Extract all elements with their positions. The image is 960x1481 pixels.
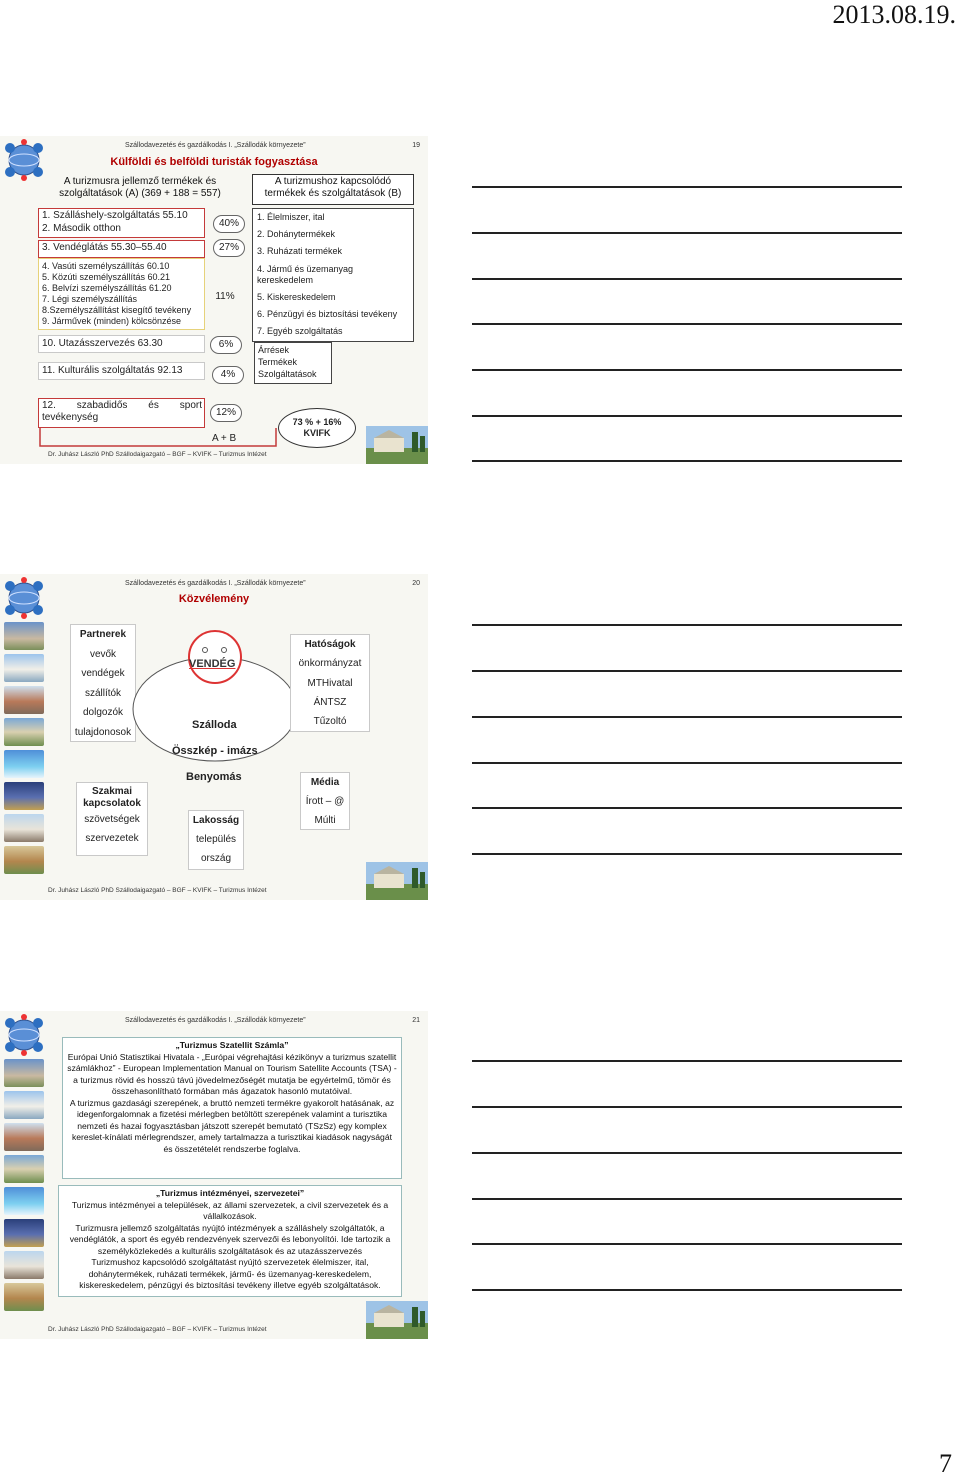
tsa-text-2: A turizmus gazdasági szerepének, a bruttó nemzeti termékre gyakorolt hatásának, az idegenforgalomnak a fizetési mérlegben betöltött szerepének valamint a turisztika nemzeti és hazai fogyasztásban játszott szerepét bemutató (TSzSz) egy komplex kereslet-kínálati mérlegrendszer, amely tartalmazza a turisztikai kiadások nagyságát és összetételét rendszerbe foglalva. (69, 1097, 395, 1154)
print-date: 2013.08.19. (832, 0, 956, 29)
connector-lines (0, 136, 428, 464)
photo-strip-5 (4, 1187, 44, 1215)
pct-40: 40% (213, 215, 245, 233)
item-1: 1. Szálláshely-szolgáltatás 55.10 (42, 210, 188, 221)
institutions-text-2: Turizmusra jellemző szolgáltatás nyújtó intézmények a szálláshely szolgáltatók, a vendéglátók, a sport és egyéb rendezvények szervezői és lebonyolítói. Ide tartozik a személyközlekedés a kulturális szolgáltatások és az utazásszervezés (69, 1222, 391, 1256)
pct-12: 12% (210, 404, 242, 422)
item-4: 4. Vasúti személyszállítás 60.10 (42, 261, 170, 271)
item-12: 12. szabadidős és sport tevékenység (42, 400, 202, 423)
kvifk-ellipse: 73 % + 16% KVIFK (278, 408, 356, 448)
slide-footer: Dr. Juhász László PhD Szállodaigazgató – BGF – KVIFK – Turizmus Intézet (48, 887, 267, 894)
item-7: 7. Légi személyszállítás (42, 294, 138, 304)
tsa-title: „Turizmus Szatellit Számla” (175, 1040, 289, 1050)
pct-27: 27% (213, 239, 245, 257)
slide-21 (0, 1011, 428, 1339)
slide-title: Külföldi és belföldi turisták fogyasztása (110, 156, 318, 168)
slide-header: Szállodavezetés és gazdálkodás I. „Szállodák környezete” (125, 142, 306, 149)
slide-header: Szállodavezetés és gazdálkodás I. „Szállodák környezete” (125, 580, 306, 587)
services-label: Szolgáltatások (258, 369, 317, 379)
institutions-box (58, 1185, 402, 1297)
globe-logo-icon (2, 1013, 46, 1057)
partners-box: Partnerek vevők vendégek szállítók dolgozók tulajdonosok (70, 624, 136, 742)
right-item-3: 3. Ruházati termékek (257, 246, 343, 256)
item-8: 8.Személyszállítást kisegítő tevékeny (42, 305, 192, 315)
photo-strip-1 (4, 1059, 44, 1087)
institutions-text: Turizmus intézményei a települések, az állami szervezetek, a civil szervezetek és a vállalkozások. (71, 1199, 389, 1221)
slide-footer: Dr. Juhász László PhD Szállodaigazgató – BGF – KVIFK – Turizmus Intézet (48, 1326, 267, 1333)
pct-6: 6% (210, 336, 242, 354)
photo-strip-8 (4, 1283, 44, 1311)
institutions-text-3: Turizmushoz kapcsolódó szolgáltatást nyújtó szervezetek élelmiszer, ital, dohánytermékek, ruházati termékek, jármű- és üzemanyag-kereskedelem, kiskereskedelem, pénzügyi és biztosítási tevékeny illetve egyéb szolgáltatások. (79, 1257, 381, 1290)
photo-strip-7 (4, 1251, 44, 1279)
item-10: 10. Utazásszervezés 63.30 (42, 338, 163, 349)
right-item-6: 6. Pénzügyi és biztosítási tevékeny (257, 309, 398, 319)
slide-number: 21 (412, 1017, 420, 1024)
margins-label: Árrések (258, 345, 290, 355)
institutions-title: „Turizmus intézményei, szervezetei” (155, 1188, 305, 1198)
hotel-label: Szálloda (192, 719, 237, 731)
item-6: 6. Belvízi személyszállítás 61.20 (42, 283, 172, 293)
right-item-2: 2. Dohánytermékek (257, 229, 336, 239)
guest-label: VENDÉG (189, 658, 236, 670)
slide-title: Közvélemény (178, 593, 250, 605)
right-item-4: 4. Jármű és üzemanyag kereskedelem (257, 264, 354, 285)
products-label: Termékek (258, 357, 298, 367)
right-item-5: 5. Kiskereskedelem (257, 292, 336, 302)
item-2: 2. Második otthon (42, 223, 121, 234)
slide-header: Szállodavezetés és gazdálkodás I. „Szállodák környezete” (125, 1017, 306, 1024)
right-heading: A turizmushoz kapcsolódó termékek és szolgáltatások (B) (252, 174, 414, 205)
item-3: 3. Vendéglátás 55.30–55.40 (42, 242, 167, 253)
residents-box: Lakosság település ország (188, 810, 244, 870)
photo-strip-6 (4, 1219, 44, 1247)
photo-strip-3 (4, 1123, 44, 1151)
pct-11: 11% (215, 291, 235, 302)
slide-number: 19 (412, 142, 420, 149)
palace-photo (366, 426, 428, 464)
item-5: 5. Közúti személyszállítás 60.21 (42, 272, 171, 282)
professional-box: Szakmai kapcsolatok szövetségek szervezetek (76, 782, 148, 856)
media-box: Média Írott – @ Múlti (300, 772, 350, 830)
page-number: 7 (939, 1449, 952, 1478)
item-9: 9. Járművek (minden) kölcsönzése (42, 316, 182, 326)
authorities-box: Hatóságok önkormányzat MTHivatal ÁNTSZ Tűzoltó (290, 634, 370, 732)
left-heading: A turizmusra jellemző termékek és szolgáltatások (A) (369 + 188 = 557) (59, 176, 221, 199)
right-item-7: 7. Egyéb szolgáltatás (257, 326, 343, 336)
palace-photo (366, 862, 428, 900)
tsa-box (62, 1037, 402, 1179)
photo-strip-4 (4, 1155, 44, 1183)
right-item-1: 1. Élelmiszer, ital (257, 212, 325, 222)
ab-label: A + B (212, 433, 237, 444)
palace-photo (366, 1301, 428, 1339)
item-11: 11. Kulturális szolgáltatás 92.13 (42, 365, 183, 376)
tsa-text: Európai Unió Statisztikai Hivatala - „Európai végrehajtási kézikönyv a turizmus szatellit számlákhoz” - European Implementation Manual on Tourism Satellite Accounts (TSA) - a turizmus rövid és hosszú távú jövedelmezőségét mutatja be egyértelmű, tömör és összehasonlítható formában más ágazatok hasonló mutatóival. (67, 1051, 397, 1096)
impression-label: Benyomás (186, 771, 242, 783)
photo-strip-2 (4, 1091, 44, 1119)
slide-footer: Dr. Juhász László PhD Szállodaigazgató – BGF – KVIFK – Turizmus Intézet (48, 451, 267, 458)
slide-20 (0, 574, 428, 900)
slide-19 (0, 136, 428, 464)
image-label: Összkép - imázs (172, 745, 258, 757)
pct-4: 4% (212, 366, 244, 384)
slide-number: 20 (412, 580, 420, 587)
